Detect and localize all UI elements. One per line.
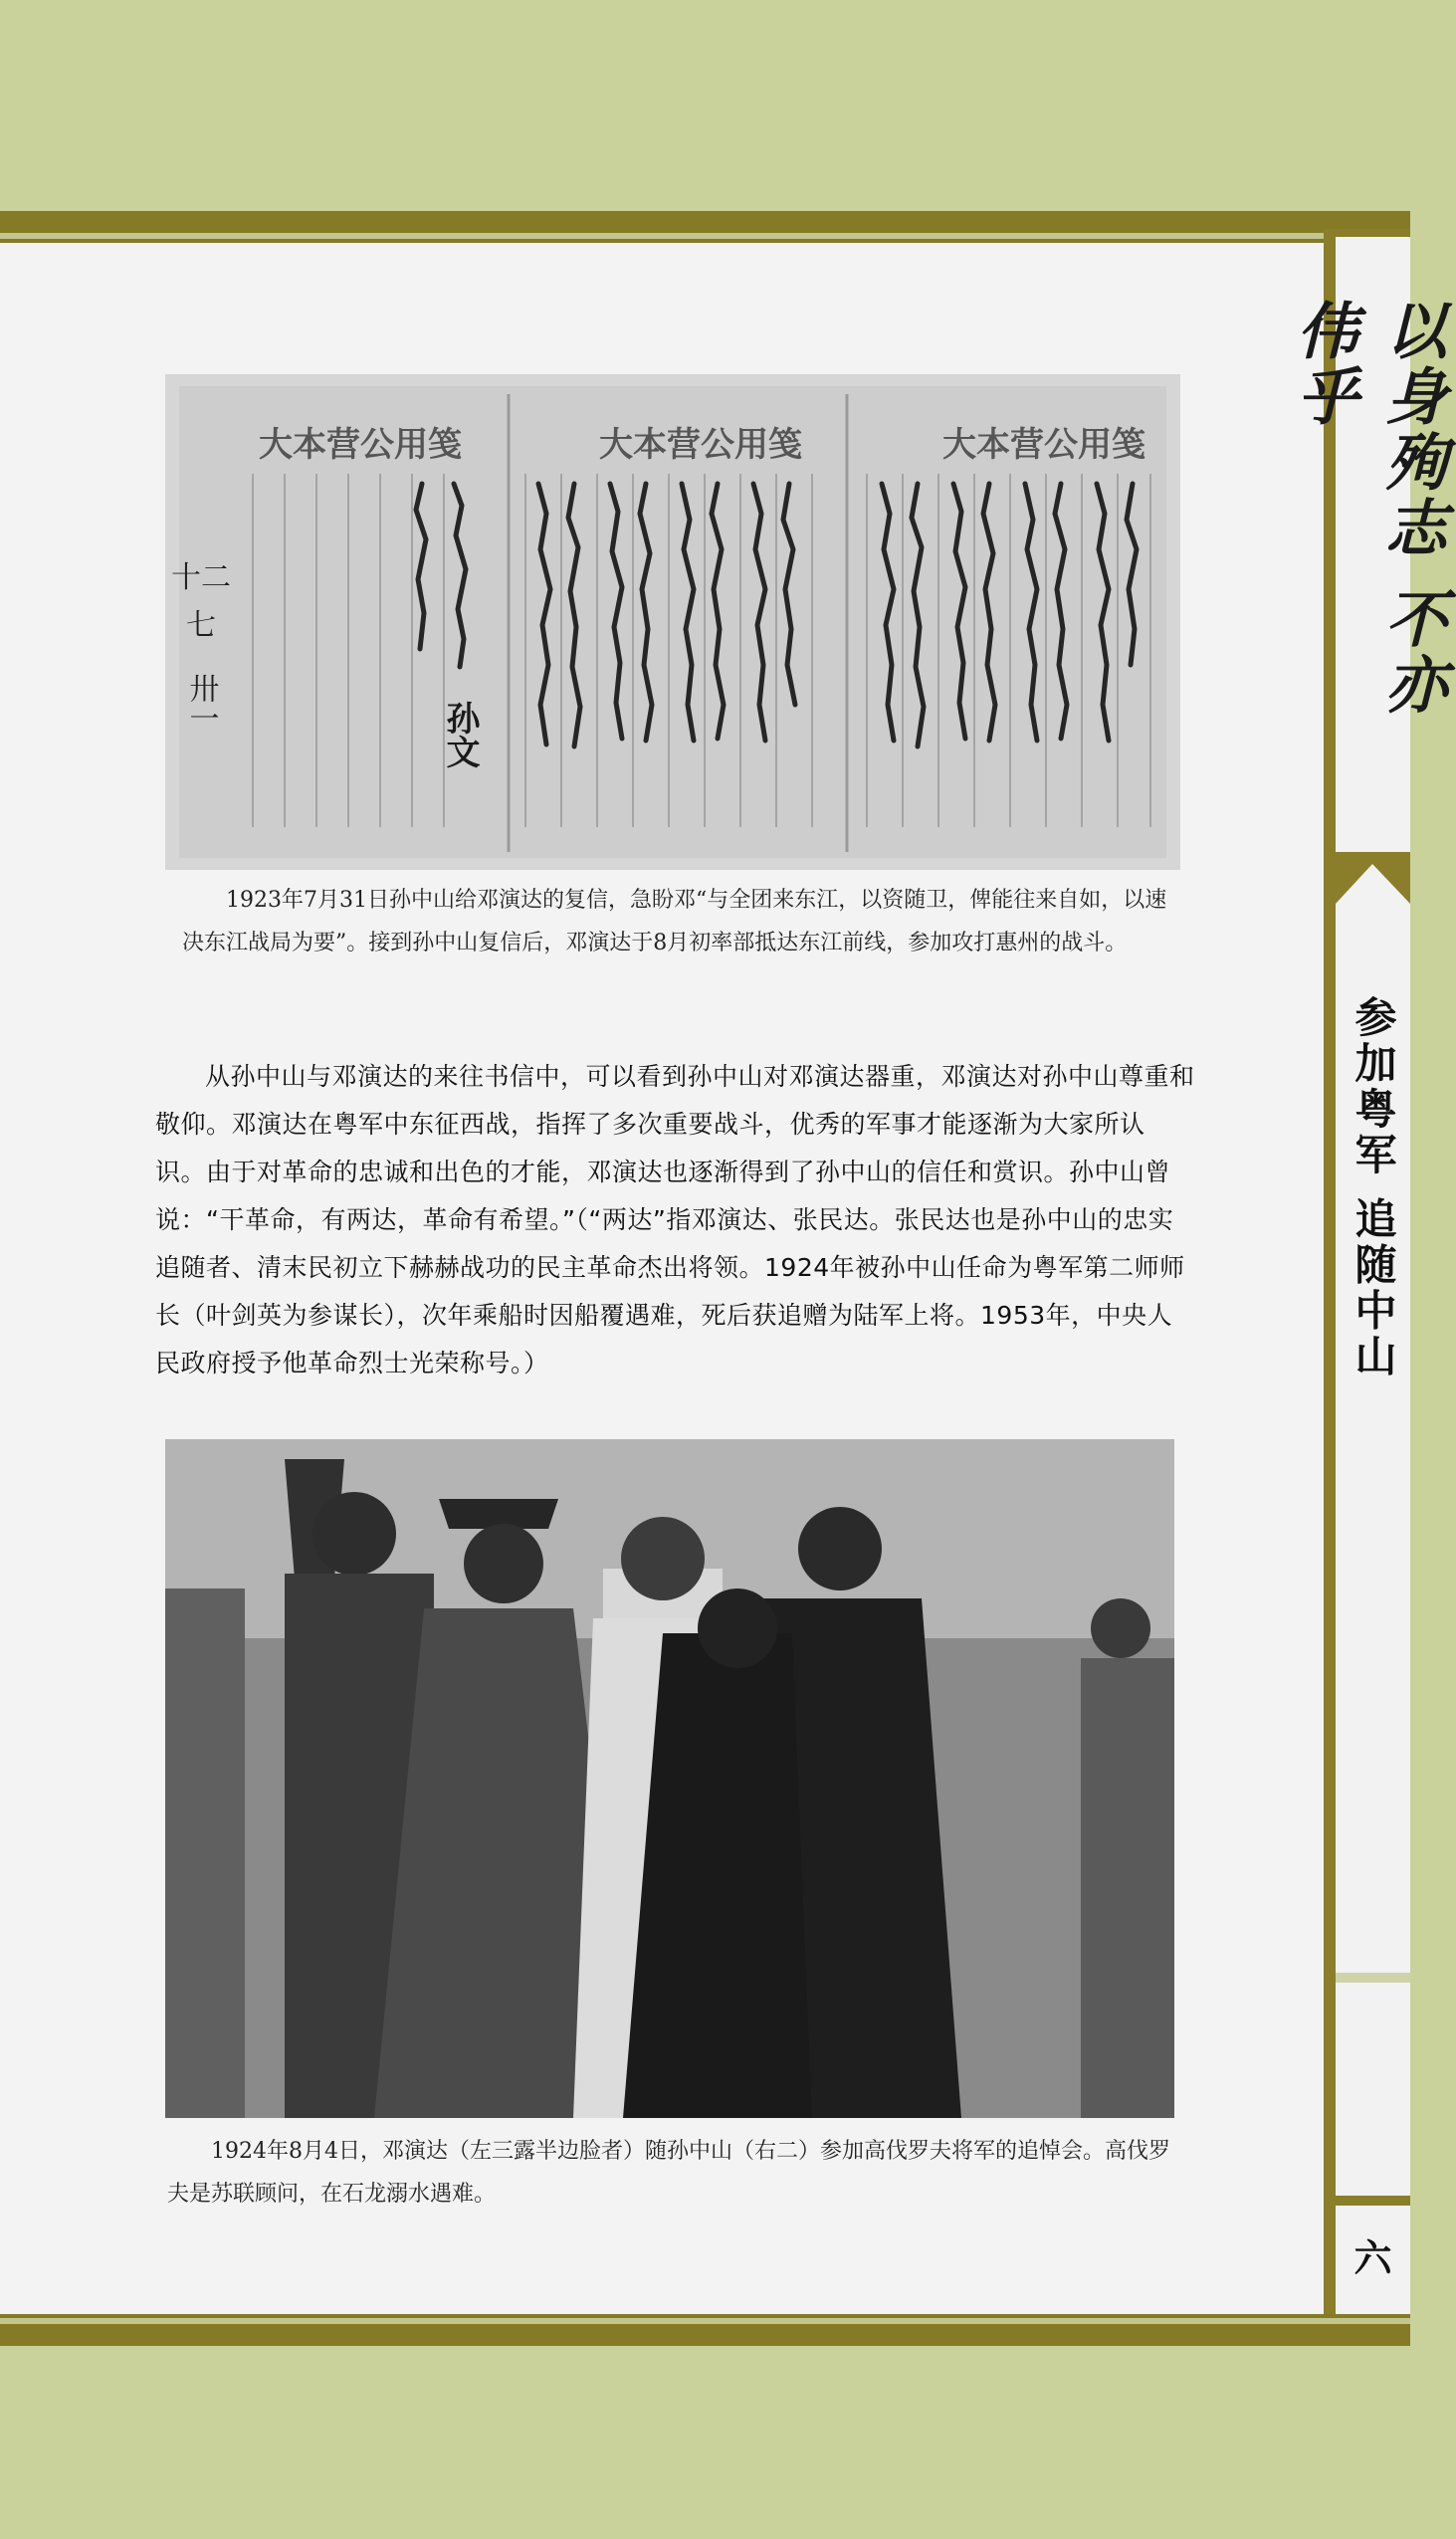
bottom-band (0, 2324, 1410, 2346)
sidebar-light-strip (1336, 1973, 1410, 1983)
letter-stamp-left: 大本营公用笺 (259, 425, 462, 465)
page-number: 六 (1353, 2236, 1392, 2280)
group-photo-caption: 1924年8月4日，邓演达（左三露半边脸者）随孙中山（右二）参加高伐罗夫将军的追悼会。高伐罗夫是苏联顾问，在石龙溺水遇难。 (167, 2139, 1170, 2207)
letter-date-month: 七 (186, 608, 216, 643)
letter-caption: 1923年7月31日孙中山给邓演达的复信，急盼邓“与全团来东江，以资随卫，俾能往来自如，以速决东江战局为要”。接到孙中山复信后，邓演达于8月初率部抵达东江前线，参加攻打惠州的战斗。 (182, 888, 1167, 955)
letter-stamp-middle: 大本营公用笺 (599, 425, 802, 465)
letter-signature: 孙文 (440, 701, 480, 768)
letter-stamp-right: 大本营公用笺 (942, 425, 1145, 465)
letter-date-year: 十二 (171, 560, 231, 595)
group-photo (165, 1439, 1174, 2118)
letter-date-day: 卅一 (183, 673, 219, 733)
top-band (0, 211, 1410, 233)
letter-photo (165, 374, 1180, 870)
sidebar-arrow-base (1336, 904, 1410, 932)
sidebar-calligraphy: 以身殉志 不亦伟乎 (1286, 299, 1448, 719)
section-title: 参加粤军 追随中山 (1349, 995, 1398, 1380)
sidebar-arrow (1336, 864, 1410, 904)
main-paragraph: 从孙中山与邓演达的来往书信中，可以看到孙中山对邓演达器重，邓演达对孙中山尊重和敬仰。邓演达在粤军中东征西战，指挥了多次重要战斗，优秀的军事才能逐渐为大家所认识。由于对革命的忠诚和出色的才能，邓演达也逐渐得到了孙中山的信任和赏识。孙中山曾说：“干革命，有两达，革命有希望。”（“两达”指邓演达、张民达。张民达也是孙中山的忠实追随者、清末民初立下赫赫战功的民主革命杰出将领。1924年被孙中山任命为粤军第二师师长（叶剑英为参谋长），次年乘船时因船覆遇难，死后获追赠为陆军上将。1953年，中央人民政府授予他革命烈士光荣称号。） (155, 1062, 1195, 1377)
